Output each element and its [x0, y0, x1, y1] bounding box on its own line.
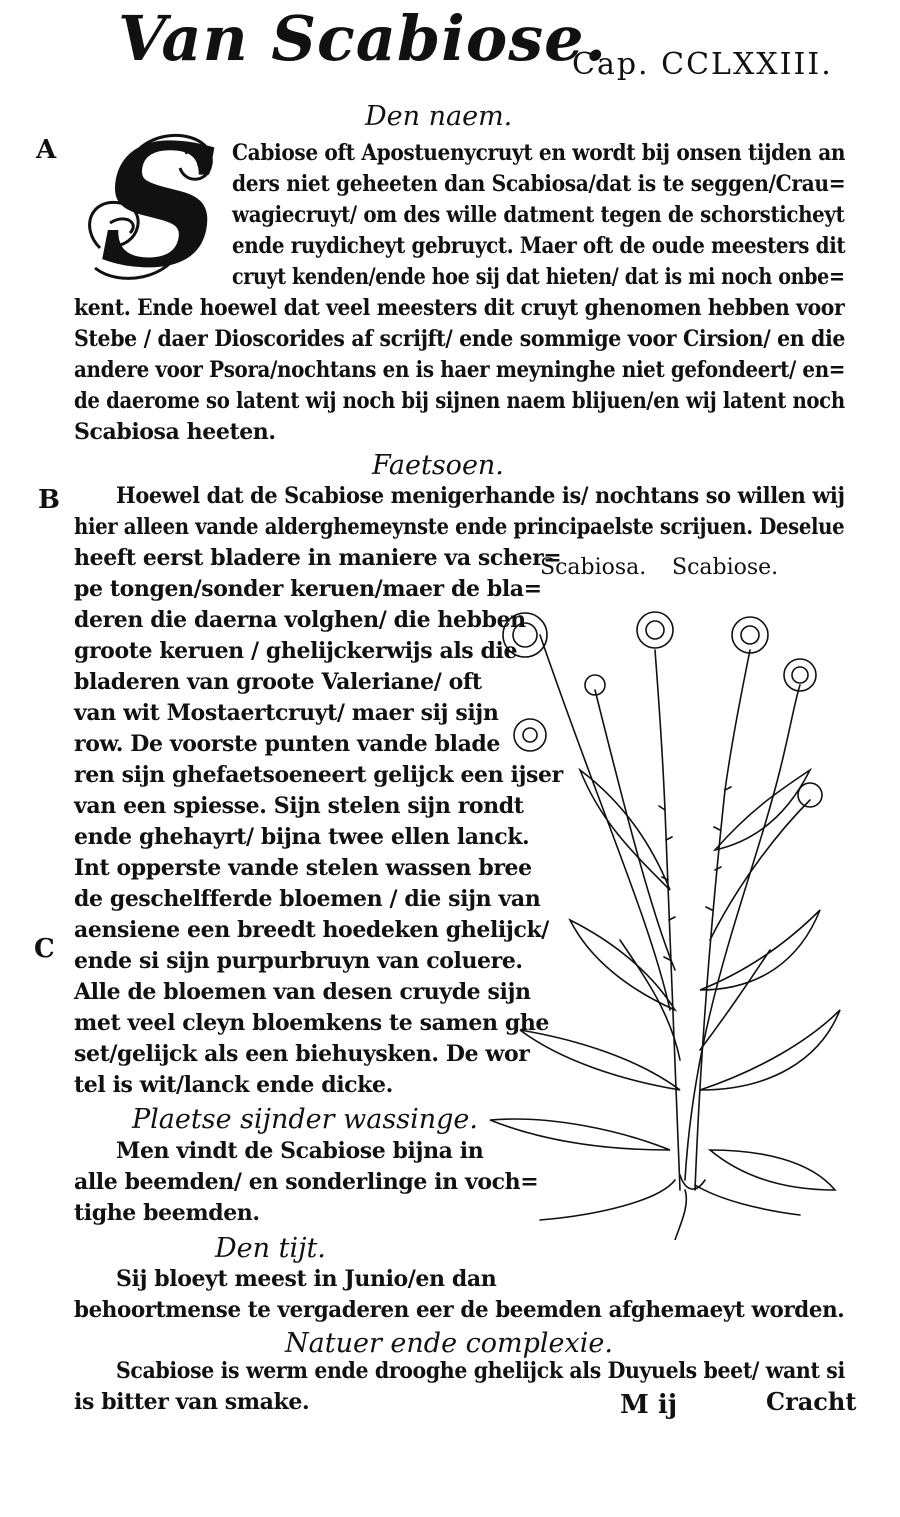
text-line: hier alleen vande alderghemeynste ende principaelste scrijuen. Deselue	[74, 514, 845, 540]
page-title: Van Scabiose.	[118, 2, 608, 75]
text-line: kent. Ende hoewel dat veel meesters dit cruyt ghenomen hebben voor	[74, 295, 845, 321]
margin-marker-b: B	[38, 485, 60, 515]
decorated-initial	[80, 107, 230, 305]
caption-dutch: Scabiose.	[672, 555, 779, 580]
text-line: de daerome so latent wij noch bij sijnen naem blijuen/en wij latent noch	[74, 388, 845, 414]
text-line: Scabiose is werm ende drooghe ghelijck als Duyuels beet/ want si	[116, 1358, 845, 1384]
heading-tijt: Den tijt.	[215, 1233, 326, 1264]
text-line: de geschelfferde bloemen / die sijn van	[74, 886, 541, 912]
caption-latin: Scabiosa.	[540, 555, 647, 580]
margin-marker-a: A	[36, 135, 57, 165]
text-line: deren die daerna volghen/ die hebben	[74, 607, 526, 633]
text-line: tel is wit/lanck ende dicke.	[74, 1072, 393, 1098]
scabiosa-woodcut	[480, 590, 850, 1240]
text-line: met veel cleyn bloemkens te samen ghe	[74, 1010, 550, 1036]
text-line: Stebe / daer Dioscorides af scrijft/ ende sommige voor Cirsion/ en die	[74, 326, 846, 352]
text-line: Hoewel dat de Scabiose menigerhande is/ nochtans so willen wij	[116, 483, 845, 509]
text-line: behoortmense te vergaderen eer de beemden afghemaeyt worden.	[74, 1297, 845, 1323]
margin-marker-c: C	[34, 934, 55, 964]
text-line: pe tongen/sonder keruen/maer de bla=	[74, 576, 542, 602]
text-line: Cabiose oft Apostuenycruyt en wordt bij onsen tijden an	[232, 140, 846, 166]
text-line: alle beemden/ en sonderlinge in voch=	[74, 1169, 539, 1195]
heading-faetsoen: Faetsoen.	[372, 450, 504, 481]
text-line: tighe beemden.	[74, 1200, 260, 1226]
text-line: groote keruen / ghelijckerwijs als die	[74, 638, 518, 664]
text-line: ren sijn ghefaetsoeneert gelijck een ijser	[74, 762, 563, 788]
text-line: ende si sijn purpurbruyn van coluere.	[74, 948, 523, 974]
text-line: van een spiesse. Sijn stelen sijn rondt	[74, 793, 524, 819]
catchword: Cracht	[766, 1387, 857, 1416]
heading-naem: Den naem.	[365, 101, 513, 132]
text-line: ders niet geheeten dan Scabiosa/dat is te seggen/Crau=	[232, 171, 846, 197]
text-line: set/gelijck als een biehuysken. De wor	[74, 1041, 530, 1067]
text-line: aensiene een breedt hoedeken ghelijck/	[74, 917, 549, 943]
text-line: Sij bloeyt meest in Junio/en dan	[116, 1266, 497, 1292]
signature-mark: M ij	[620, 1390, 678, 1420]
text-line: ende ruydicheyt gebruyct. Maer oft de oude meesters dit	[232, 233, 846, 259]
text-line: ende ghehayrt/ bijna twee ellen lanck.	[74, 824, 530, 850]
text-line: row. De voorste punten vande blade	[74, 731, 501, 757]
text-line: Men vindt de Scabiose bijna in	[116, 1138, 484, 1164]
text-line: bladeren van groote Valeriane/ oft	[74, 669, 482, 695]
scabiosa-plant-icon	[480, 590, 850, 1240]
chapter-number: Cap. CCLXXIII.	[572, 47, 833, 82]
heading-plaetse: Plaetse sijnder wassinge.	[132, 1104, 478, 1135]
heading-natuer: Natuer ende complexie.	[285, 1328, 613, 1359]
initial-letter: S	[100, 107, 222, 305]
text-line: heeft eerst bladere in maniere va scher=	[74, 545, 562, 571]
text-line: Alle de bloemen van desen cruyde sijn	[74, 979, 531, 1005]
text-line: wagiecruyt/ om des wille datment tegen de schorsticheyt	[232, 202, 845, 228]
text-line: cruyt kenden/ende hoe sij dat hieten/ dat is mi noch onbe=	[232, 264, 845, 290]
text-line: Int opperste vande stelen wassen bree	[74, 855, 532, 881]
text-line: andere voor Psora/nochtans en is haer meyninghe niet gefondeert/ en=	[74, 357, 846, 383]
text-line: van wit Mostaertcruyt/ maer sij sijn	[74, 700, 499, 726]
text-line: is bitter van smake.	[74, 1389, 310, 1415]
text-line: Scabiosa heeten.	[74, 419, 276, 445]
